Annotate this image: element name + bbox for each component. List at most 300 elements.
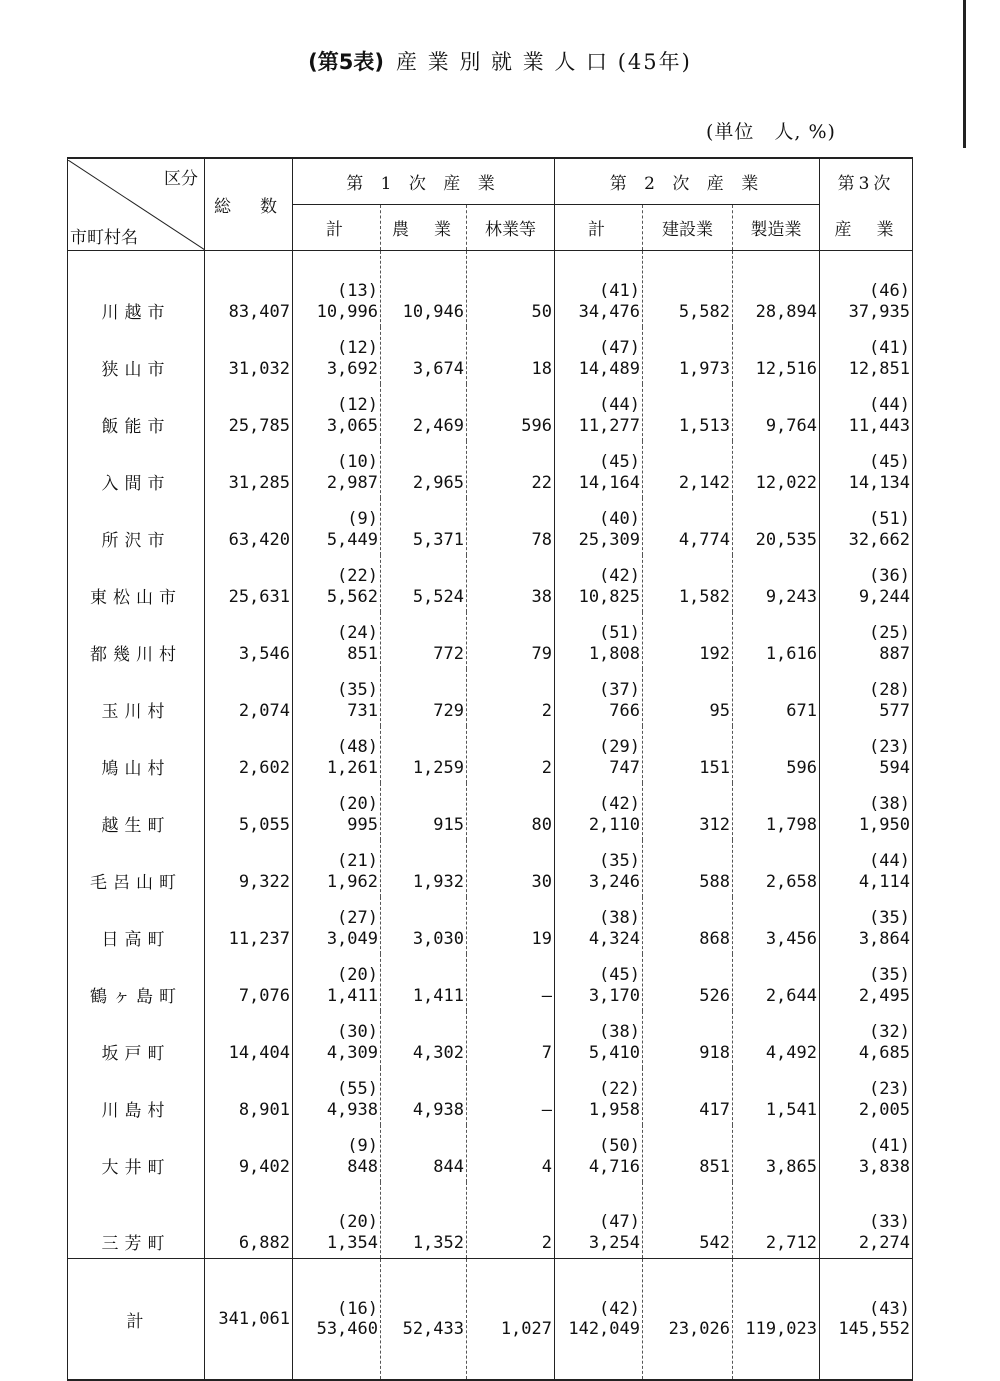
cell-construction	[643, 498, 733, 555]
cell-secondary-total	[555, 1011, 643, 1068]
municipality-name: 毛呂山町	[68, 840, 205, 897]
count-value: 9,322	[238, 872, 290, 892]
cell-total	[205, 840, 293, 897]
municipality-name: 大井町	[68, 1125, 205, 1182]
count-value: 596	[521, 416, 552, 436]
table-row	[68, 1182, 913, 1259]
count-value: 2,142	[678, 473, 730, 493]
percent-value: (32)	[869, 1022, 910, 1042]
cell-agriculture	[381, 384, 467, 441]
percent-value: (22)	[599, 1079, 640, 1099]
cell-secondary-total	[555, 840, 643, 897]
cell-manufacturing	[733, 441, 820, 498]
cell-agriculture	[381, 498, 467, 555]
cell-agriculture	[381, 1259, 467, 1381]
municipality-name: 坂戸町	[68, 1011, 205, 1068]
cell-secondary-total	[555, 327, 643, 384]
percent-value: (25)	[869, 623, 910, 643]
cell-manufacturing	[733, 1011, 820, 1068]
count-value: 192	[699, 644, 730, 664]
cell-tertiary	[820, 783, 913, 840]
count-value: 1,798	[765, 815, 817, 835]
cell-primary-total	[293, 726, 381, 783]
percent-value: (45)	[869, 452, 910, 472]
count-value: 1,261	[326, 758, 378, 778]
count-value: 9,243	[765, 587, 817, 607]
percent-value: (35)	[869, 965, 910, 985]
cell-tertiary	[820, 1259, 913, 1381]
municipality-name: 所沢市	[68, 498, 205, 555]
cell-forestry	[467, 612, 555, 669]
count-value: 312	[699, 815, 730, 835]
table-row	[68, 669, 913, 726]
count-value: 671	[786, 701, 817, 721]
cell-agriculture	[381, 840, 467, 897]
cell-total	[205, 726, 293, 783]
cell-agriculture	[381, 1011, 467, 1068]
percent-value: (44)	[599, 395, 640, 415]
cell-secondary-total	[555, 954, 643, 1011]
count-value: 995	[347, 815, 378, 835]
count-value: 7,076	[238, 986, 290, 1006]
table-row	[68, 783, 913, 840]
cell-total	[205, 1068, 293, 1125]
cell-agriculture	[381, 783, 467, 840]
cell-primary-total	[293, 1182, 381, 1259]
table-title-text: 産 業 別 就 業 人 口 (45年)	[395, 50, 692, 74]
cell-construction	[643, 555, 733, 612]
count-value: 918	[699, 1043, 730, 1063]
count-value: 18	[531, 359, 552, 379]
cell-secondary-total	[555, 897, 643, 954]
percent-value: (35)	[869, 908, 910, 928]
cell-agriculture	[381, 1182, 467, 1259]
cell-total	[205, 1011, 293, 1068]
count-value: 4,938	[326, 1100, 378, 1120]
count-value: 5,371	[412, 530, 464, 550]
cell-forestry	[467, 1011, 555, 1068]
cell-tertiary	[820, 498, 913, 555]
cell-secondary-total	[555, 1068, 643, 1125]
municipality-name: 川島村	[68, 1068, 205, 1125]
percent-value: (45)	[599, 452, 640, 472]
cell-manufacturing	[733, 555, 820, 612]
count-value: 4,938	[412, 1100, 464, 1120]
percent-value: (24)	[337, 623, 378, 643]
count-value: 5,562	[326, 587, 378, 607]
cell-manufacturing	[733, 612, 820, 669]
percent-value: (13)	[337, 281, 378, 301]
percent-value: (9)	[347, 1136, 378, 1156]
percent-value: (37)	[599, 680, 640, 700]
count-value: 63,420	[228, 530, 290, 550]
employment-table	[67, 157, 913, 1381]
municipality-name: 都幾川村	[68, 612, 205, 669]
percent-value: (38)	[869, 794, 910, 814]
count-value: 3,865	[765, 1157, 817, 1177]
count-value: 1,616	[765, 644, 817, 664]
cell-construction-value: 23,026	[668, 1319, 730, 1339]
count-value: 37,935	[848, 302, 910, 322]
count-value: 766	[609, 701, 640, 721]
cell-total	[205, 327, 293, 384]
unit-note: (単位 人, %)	[706, 121, 836, 143]
count-value: —	[541, 986, 552, 1006]
count-value: 4,324	[588, 929, 640, 949]
cell-manufacturing-value: 119,023	[745, 1319, 817, 1339]
cell-manufacturing	[733, 726, 820, 783]
cell-agriculture	[381, 441, 467, 498]
percent-value: (12)	[337, 338, 378, 358]
percent-value: (35)	[337, 680, 378, 700]
percent-value: (35)	[599, 851, 640, 871]
cell-tertiary	[820, 441, 913, 498]
count-value: 25,631	[228, 587, 290, 607]
cell-agriculture	[381, 726, 467, 783]
cell-tertiary-pct: (43)	[869, 1299, 910, 1319]
cell-forestry	[467, 1068, 555, 1125]
municipality-name: 越生町	[68, 783, 205, 840]
count-value: 1,932	[412, 872, 464, 892]
count-value: 25,309	[578, 530, 640, 550]
count-value: 9,402	[238, 1157, 290, 1177]
cell-primary-total	[293, 1011, 381, 1068]
count-value: 14,134	[848, 473, 910, 493]
cell-tertiary	[820, 1182, 913, 1259]
cell-total: 341,061	[205, 1259, 293, 1381]
count-value: 7	[541, 1043, 552, 1063]
cell-construction	[643, 669, 733, 726]
count-value: 11,443	[848, 416, 910, 436]
cell-secondary-total	[555, 498, 643, 555]
percent-value: (41)	[869, 338, 910, 358]
count-value: 2,644	[765, 986, 817, 1006]
count-value: 851	[347, 644, 378, 664]
count-value: 12,851	[848, 359, 910, 379]
cell-tertiary-value: 145,552	[838, 1319, 910, 1339]
cell-agriculture	[381, 612, 467, 669]
table-number: (第5表)	[308, 50, 384, 74]
cell-forestry-value: 1,027	[500, 1319, 552, 1339]
count-value: 3,170	[588, 986, 640, 1006]
count-value: 2,110	[588, 815, 640, 835]
count-value: 1,352	[412, 1233, 464, 1253]
percent-value: (10)	[337, 452, 378, 472]
count-value: 20,535	[755, 530, 817, 550]
count-value: 3,030	[412, 929, 464, 949]
cell-manufacturing	[733, 327, 820, 384]
cell-manufacturing	[733, 384, 820, 441]
percent-value: (47)	[599, 338, 640, 358]
count-value: 32,662	[848, 530, 910, 550]
count-value: 596	[786, 758, 817, 778]
cell-primary-value: 53,460	[316, 1319, 378, 1339]
cell-forestry	[467, 726, 555, 783]
cell-primary-total	[293, 612, 381, 669]
percent-value: (22)	[337, 566, 378, 586]
header-forestry: 林業等	[467, 205, 555, 251]
percent-value: (42)	[599, 794, 640, 814]
count-value: 5,582	[678, 302, 730, 322]
cell-forestry	[467, 1125, 555, 1182]
municipality-name: 飯能市	[68, 384, 205, 441]
cell-manufacturing	[733, 669, 820, 726]
cell-tertiary	[820, 726, 913, 783]
table-row	[68, 1011, 913, 1068]
cell-construction	[643, 783, 733, 840]
count-value: 3,254	[588, 1233, 640, 1253]
cell-tertiary	[820, 1068, 913, 1125]
cell-forestry	[467, 1182, 555, 1259]
cell-primary-total	[293, 1125, 381, 1182]
table-row	[68, 1068, 913, 1125]
table-row	[68, 726, 913, 783]
cell-total	[205, 251, 293, 328]
count-value: 417	[699, 1100, 730, 1120]
cell-agriculture	[381, 897, 467, 954]
cell-manufacturing	[733, 897, 820, 954]
count-value: 542	[699, 1233, 730, 1253]
count-value: 731	[347, 701, 378, 721]
cell-primary-total	[293, 669, 381, 726]
cell-agriculture	[381, 1068, 467, 1125]
count-value: 4,774	[678, 530, 730, 550]
count-value: 80	[531, 815, 552, 835]
cell-primary-total	[293, 441, 381, 498]
cell-secondary-value: 142,049	[568, 1319, 640, 1339]
cell-primary-total	[293, 1259, 381, 1381]
cell-construction	[643, 1125, 733, 1182]
percent-value: (46)	[869, 281, 910, 301]
cell-manufacturing	[733, 1182, 820, 1259]
count-value: 34,476	[578, 302, 640, 322]
cell-total	[205, 441, 293, 498]
cell-construction	[643, 840, 733, 897]
count-value: 11,277	[578, 416, 640, 436]
header-construction: 建設業	[643, 205, 733, 251]
count-value: 868	[699, 929, 730, 949]
municipality-name: 鳩山村	[68, 726, 205, 783]
cell-secondary-total	[555, 441, 643, 498]
count-value: 887	[879, 644, 910, 664]
municipality-name: 鶴ヶ島町	[68, 954, 205, 1011]
table-row	[68, 1125, 913, 1182]
count-value: 12,516	[755, 359, 817, 379]
cell-agriculture	[381, 555, 467, 612]
count-value: 5,410	[588, 1043, 640, 1063]
cell-tertiary	[820, 954, 913, 1011]
cell-total	[205, 384, 293, 441]
total-row	[68, 1259, 913, 1381]
cell-construction	[643, 1011, 733, 1068]
cell-tertiary	[820, 384, 913, 441]
header-tertiary-bottom: 産 業	[820, 205, 913, 251]
cell-secondary-total	[555, 726, 643, 783]
percent-value: (29)	[599, 737, 640, 757]
count-value: 25,785	[228, 416, 290, 436]
cell-construction	[643, 441, 733, 498]
count-value: 4,492	[765, 1043, 817, 1063]
count-value: 14,489	[578, 359, 640, 379]
count-value: 1,411	[326, 986, 378, 1006]
municipality-name: 玉川村	[68, 669, 205, 726]
count-value: 95	[709, 701, 730, 721]
cell-agriculture	[381, 669, 467, 726]
cell-construction	[643, 327, 733, 384]
percent-value: (9)	[347, 509, 378, 529]
count-value: 577	[879, 701, 910, 721]
count-value: 747	[609, 758, 640, 778]
count-value: 1,513	[678, 416, 730, 436]
cell-primary-total	[293, 840, 381, 897]
count-value: 2,602	[238, 758, 290, 778]
cell-construction	[643, 251, 733, 328]
cell-total	[205, 498, 293, 555]
count-value: 2,005	[858, 1100, 910, 1120]
count-value: 1,411	[412, 986, 464, 1006]
cell-tertiary	[820, 840, 913, 897]
percent-value: (55)	[337, 1079, 378, 1099]
count-value: 10,996	[316, 302, 378, 322]
count-value: 844	[433, 1157, 464, 1177]
table-row	[68, 897, 913, 954]
cell-total	[205, 1182, 293, 1259]
table-row	[68, 498, 913, 555]
cell-forestry	[467, 897, 555, 954]
percent-value: (38)	[599, 1022, 640, 1042]
cell-total	[205, 783, 293, 840]
cell-agriculture	[381, 327, 467, 384]
header-agriculture: 農 業	[381, 205, 467, 251]
cell-agriculture	[381, 1125, 467, 1182]
percent-value: (28)	[869, 680, 910, 700]
count-value: 3,246	[588, 872, 640, 892]
cell-tertiary	[820, 612, 913, 669]
cell-forestry	[467, 251, 555, 328]
count-value: 2,469	[412, 416, 464, 436]
count-value: 1,958	[588, 1100, 640, 1120]
cell-construction	[643, 384, 733, 441]
count-value: 9,244	[858, 587, 910, 607]
count-value: 594	[879, 758, 910, 778]
table-row	[68, 251, 913, 328]
count-value: 28,894	[755, 302, 817, 322]
percent-value: (41)	[599, 281, 640, 301]
cell-secondary-total	[555, 612, 643, 669]
page-edge-mark	[963, 0, 966, 148]
percent-value: (40)	[599, 509, 640, 529]
cell-manufacturing	[733, 1259, 820, 1381]
cell-secondary-total	[555, 1182, 643, 1259]
count-value: 9,764	[765, 416, 817, 436]
count-value: 4,309	[326, 1043, 378, 1063]
percent-value: (42)	[599, 566, 640, 586]
cell-primary-total	[293, 555, 381, 612]
total-row-label: 計	[68, 1259, 205, 1381]
cell-forestry	[467, 327, 555, 384]
header-primary: 第 1 次 産 業	[293, 158, 555, 205]
count-value: 848	[347, 1157, 378, 1177]
header-total: 総 数	[205, 158, 293, 251]
cell-primary-total	[293, 1068, 381, 1125]
municipality-name: 入間市	[68, 441, 205, 498]
percent-value: (51)	[599, 623, 640, 643]
percent-value: (48)	[337, 737, 378, 757]
cell-forestry	[467, 840, 555, 897]
count-value: 1,541	[765, 1100, 817, 1120]
cell-construction	[643, 726, 733, 783]
table-row	[68, 441, 913, 498]
count-value: 2,712	[765, 1233, 817, 1253]
cell-total	[205, 555, 293, 612]
cell-total	[205, 612, 293, 669]
count-value: 1,354	[326, 1233, 378, 1253]
count-value: 1,808	[588, 644, 640, 664]
percent-value: (27)	[337, 908, 378, 928]
percent-value: (20)	[337, 965, 378, 985]
count-value: 4,716	[588, 1157, 640, 1177]
percent-value: (23)	[869, 1079, 910, 1099]
cell-secondary-total	[555, 669, 643, 726]
cell-agriculture-value: 52,433	[402, 1319, 464, 1339]
cell-total	[205, 897, 293, 954]
count-value: 11,237	[228, 929, 290, 949]
count-value: 1,962	[326, 872, 378, 892]
count-value: 14,164	[578, 473, 640, 493]
cell-forestry	[467, 1259, 555, 1381]
header-secondary: 第 2 次 産 業	[555, 158, 820, 205]
cell-secondary-total	[555, 783, 643, 840]
count-value: 2	[541, 1233, 552, 1253]
cell-forestry	[467, 384, 555, 441]
count-value: 10,946	[402, 302, 464, 322]
count-value: 3,838	[858, 1157, 910, 1177]
header-secondary-total: 計	[555, 205, 643, 251]
count-value: —	[541, 1100, 552, 1120]
municipality-name: 三芳町	[68, 1182, 205, 1259]
cell-manufacturing	[733, 1125, 820, 1182]
municipality-name: 狭山市	[68, 327, 205, 384]
corner-header	[68, 158, 205, 251]
percent-value: (47)	[599, 1212, 640, 1232]
count-value: 2,658	[765, 872, 817, 892]
count-value: 14,404	[228, 1043, 290, 1063]
count-value: 5,055	[238, 815, 290, 835]
count-value: 772	[433, 644, 464, 664]
header-primary-total: 計	[293, 205, 381, 251]
count-value: 4	[541, 1157, 552, 1177]
count-value: 3,692	[326, 359, 378, 379]
cell-forestry	[467, 441, 555, 498]
cell-construction	[643, 897, 733, 954]
table-title	[0, 46, 1000, 76]
count-value: 4,114	[858, 872, 910, 892]
table-row	[68, 555, 913, 612]
cell-secondary-total	[555, 384, 643, 441]
cell-manufacturing	[733, 251, 820, 328]
count-value: 3,864	[858, 929, 910, 949]
cell-tertiary	[820, 251, 913, 328]
count-value: 38	[531, 587, 552, 607]
cell-secondary-pct: (42)	[599, 1299, 640, 1319]
count-value: 4,302	[412, 1043, 464, 1063]
cell-tertiary	[820, 897, 913, 954]
cell-primary-pct: (16)	[337, 1299, 378, 1319]
count-value: 851	[699, 1157, 730, 1177]
count-value: 588	[699, 872, 730, 892]
cell-manufacturing	[733, 783, 820, 840]
count-value: 79	[531, 644, 552, 664]
